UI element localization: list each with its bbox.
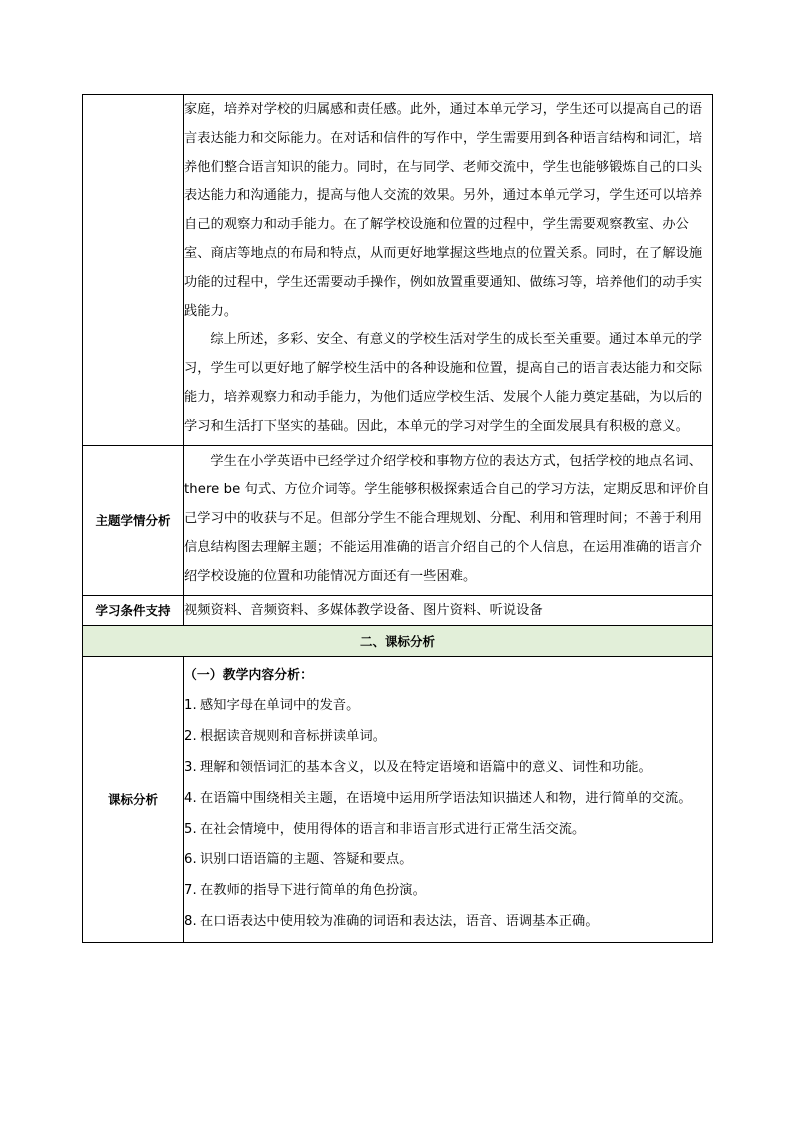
list-item — [184, 907, 712, 938]
table-row — [83, 95, 713, 446]
list-item — [184, 784, 712, 815]
list-item-text: 在语篇中围绕相关主题，在语境中运用所学语法知识描述人和物，进行简单的交流。 — [200, 790, 692, 806]
table-row — [83, 445, 713, 595]
list-item-text: 在口语表达中使用较为准确的词语和表达法，语音、语调基本正确。 — [200, 913, 599, 929]
list-item — [184, 845, 712, 876]
list-item-number: 7. — [184, 883, 197, 899]
list-item-text: 根据读音规则和音标拼读单词。 — [200, 729, 387, 745]
list-item — [184, 815, 712, 846]
list-item-number: 1. — [184, 698, 197, 714]
row-label — [83, 95, 184, 446]
table-row — [83, 595, 713, 625]
sub-heading: （一）教学内容分析： — [184, 667, 313, 683]
list-item-number: 5. — [184, 821, 197, 837]
list-item — [184, 722, 712, 753]
section-title: 二、课标分析 — [83, 625, 713, 656]
list-item-text: 在教师的指导下进行简单的角色扮演。 — [200, 883, 426, 899]
list-item-text: 感知字母在单词中的发音。 — [200, 698, 360, 714]
list-item-number: 6. — [184, 852, 197, 868]
row-label: 课标分析 — [83, 656, 184, 942]
paragraph: 综上所述，多彩、安全、有意义的学校生活对学生的成长至关重要。通过本单元的学习，学生可以更好地了解学校生活中的各种设施和位置，提高自己的语言表达能力和交际能力，培养观察力和动手能力，为他们适应学校生活、发展个人能力奠定基础，为以后的学习和生活打下坚实的基础。因此，本单元的学习对学生的全面发展具有积极的意义。 — [184, 332, 703, 434]
section-header-row — [83, 625, 713, 656]
list-item-text: 识别口语语篇的主题、答疑和要点。 — [200, 852, 413, 868]
paragraph: 学生在小学英语中已经学过介绍学校和事物方位的表达方式，包括学校的地点名词、there be 句式、方位介词等。学生能够积极探索适合自己的学习方法，定期反思和评价自己学习中的收获与不足。但部分学生不能合理规划、分配、利用和管理时间；不善于利用信息结构图去理解主题；不能运用准确的语言介绍自己的个人信息，在运用准确的语言介绍学校设施的位置和功能情况方面还有一些困难。 — [184, 453, 710, 584]
row-label: 学习条件支持 — [83, 595, 184, 625]
list-item — [184, 753, 712, 784]
unit-analysis-cell — [184, 95, 713, 446]
learner-analysis-cell — [184, 445, 713, 595]
list-item — [184, 876, 712, 907]
list-item-number: 2. — [184, 729, 197, 745]
list-item-number: 4. — [184, 790, 197, 806]
paragraph: 家庭，培养对学校的归属感和责任感。此外，通过本单元学习，学生还可以提高自己的语言表达能力和交际能力。在对话和信件的写作中，学生需要用到各种语言结构和词汇，培养他们整合语言知识的能力。同时，在与同学、老师交流中，学生也能够锻炼自己的口头表达能力和沟通能力，提高与他人交流的效果。另外，通过本单元学习，学生还可以培养自己的观察力和动手能力。在了解学校设施和位置的过程中，学生需要观察教室、办公室、商店等地点的布局和特点，从而更好地掌握这些地点的位置关系。同时，在了解设施功能的过程中，学生还需要动手操作，例如放置重要通知、做练习等，培养他们的动手实践能力。 — [184, 102, 703, 319]
list-item — [184, 691, 712, 722]
paragraph: 视频资料、音频资料、多媒体教学设备、图片资料、听说设备 — [184, 602, 543, 618]
list-item-number: 3. — [184, 759, 197, 775]
learning-support-cell — [184, 595, 713, 625]
list-item-number: 8. — [184, 913, 197, 929]
list-item-text: 在社会情境中，使用得体的语言和非语言形式进行正常生活交流。 — [200, 821, 586, 837]
lesson-plan-table — [82, 94, 713, 943]
curriculum-analysis-cell — [184, 656, 713, 942]
table-row — [83, 656, 713, 942]
list-item-text: 理解和领悟词汇的基本含义，以及在特定语境和语篇中的意义、词性和功能。 — [200, 759, 652, 775]
row-label: 主题学情分析 — [83, 445, 184, 595]
content-list — [184, 691, 712, 937]
